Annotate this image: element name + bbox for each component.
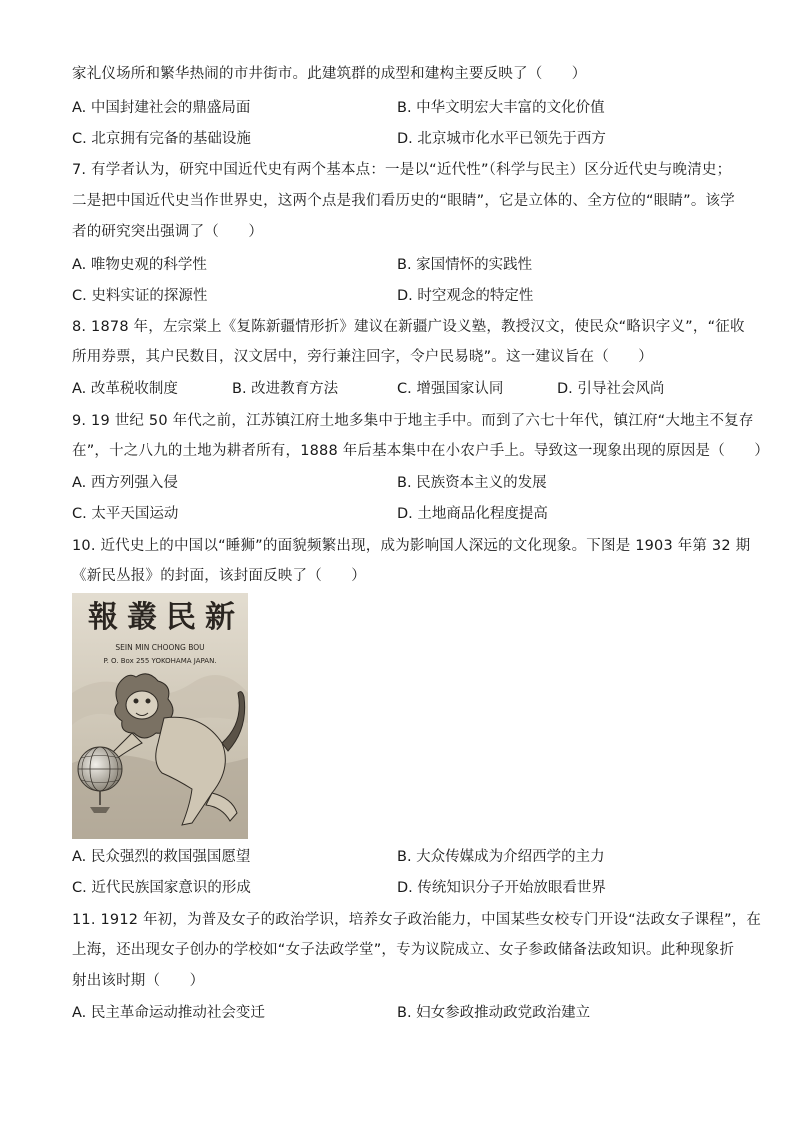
q11-stem-line-1: 11. 1912 年初，为普及女子的政治学识，培养女子政治能力，中国某些女校专门开设“法政女子课程”，在 [72,912,762,928]
q9-option-c: C. 太平天国运动 [72,506,179,522]
q9-option-a: A. 西方列强入侵 [72,475,178,491]
q8-stem-line-1: 8. 1878 年，左宗棠上《复陈新疆情形折》建议在新疆广设义塾，教授汉文，使民众“略识字义”，“征收 [72,319,745,335]
q10-option-d: D. 传统知识分子开始放眼看世界 [397,880,606,896]
q7-stem-line-3: 者的研究突出强调了（ ） [72,224,264,240]
q7-option-c: C. 史料实证的探源性 [72,288,208,304]
q9-option-b: B. 民族资本主义的发展 [397,475,547,491]
q11-option-b: B. 妇女参政推动政党政治建立 [397,1005,591,1021]
q7-option-b: B. 家国情怀的实践性 [397,257,533,273]
cover-address: P. O. Box 255 YOKOHAMA JAPAN. [103,657,217,665]
q8-option-a: A. 改革税收制度 [72,381,178,397]
q7-stem-line-1: 7. 有学者认为，研究中国近代史有两个基本点：一是以“近代性”（科学与民主）区分近代史与晚清史； [72,162,732,178]
q7-option-d: D. 时空观念的特定性 [397,288,534,304]
q7-option-a: A. 唯物史观的科学性 [72,257,207,273]
q6-option-d: D. 北京城市化水平已领先于西方 [397,131,606,147]
q11-stem-line-2: 上海，还出现女子创办的学校如“女子法政学堂”，专为议院成立、女子参政储备法政知识。此种现象折 [72,942,735,958]
q10-stem-line-2: 《新民丛报》的封面，该封面反映了（ ） [72,568,366,584]
cover-title-char-3: 民 [166,600,196,635]
q9-stem-line-2: 在”，十之八九的土地为耕者所有，1888 年后基本集中在小农户手上。导致这一现象出现的原因是（ ） [72,443,770,459]
q6-stem-tail: 家礼仪场所和繁华热闹的市井街市。此建筑群的成型和建构主要反映了（ ） [72,66,587,82]
q9-option-d: D. 土地商品化程度提高 [397,506,548,522]
q8-option-b: B. 改进教育方法 [232,381,339,397]
cover-title-char-1: 報 [88,600,118,635]
xinmin-congbao-cover-image [72,593,248,839]
cover-title-char-4: 新 [205,600,235,635]
q6-option-c: C. 北京拥有完备的基础设施 [72,131,251,147]
q8-stem-line-2: 所用券票，其户民数目，汉文居中，旁行兼注回字，令户民易晓”。这一建议旨在（ ） [72,349,654,365]
q7-stem-line-2: 二是把中国近代史当作世界史，这两个点是我们看历史的“眼睛”，它是立体的、全方位的“眼睛”。该学 [72,193,735,209]
q10-option-c: C. 近代民族国家意识的形成 [72,880,251,896]
q6-option-b: B. 中华文明宏大丰富的文化价值 [397,100,605,116]
q8-option-d: D. 引导社会风尚 [557,381,665,397]
cover-romanized-title: SEIN MIN CHOONG BOU [115,643,205,652]
q11-stem-line-3: 射出该时期（ ） [72,973,205,989]
q8-option-c: C. 增强国家认同 [397,381,504,397]
q10-option-b: B. 大众传媒成为介绍西学的主力 [397,849,605,865]
cover-title-char-2: 叢 [127,600,157,635]
q6-option-a: A. 中国封建社会的鼎盛局面 [72,100,251,116]
q10-option-a: A. 民众强烈的救国强国愿望 [72,849,251,865]
q9-stem-line-1: 9. 19 世纪 50 年代之前，江苏镇江府土地多集中于地主手中。而到了六七十年代，镇江府“大地主不复存 [72,413,754,429]
q11-option-a: A. 民主革命运动推动社会变迁 [72,1005,265,1021]
q10-stem-line-1: 10. 近代史上的中国以“睡狮”的面貌频繁出现，成为影响国人深远的文化现象。下图是 1903 年第 32 期 [72,538,751,554]
